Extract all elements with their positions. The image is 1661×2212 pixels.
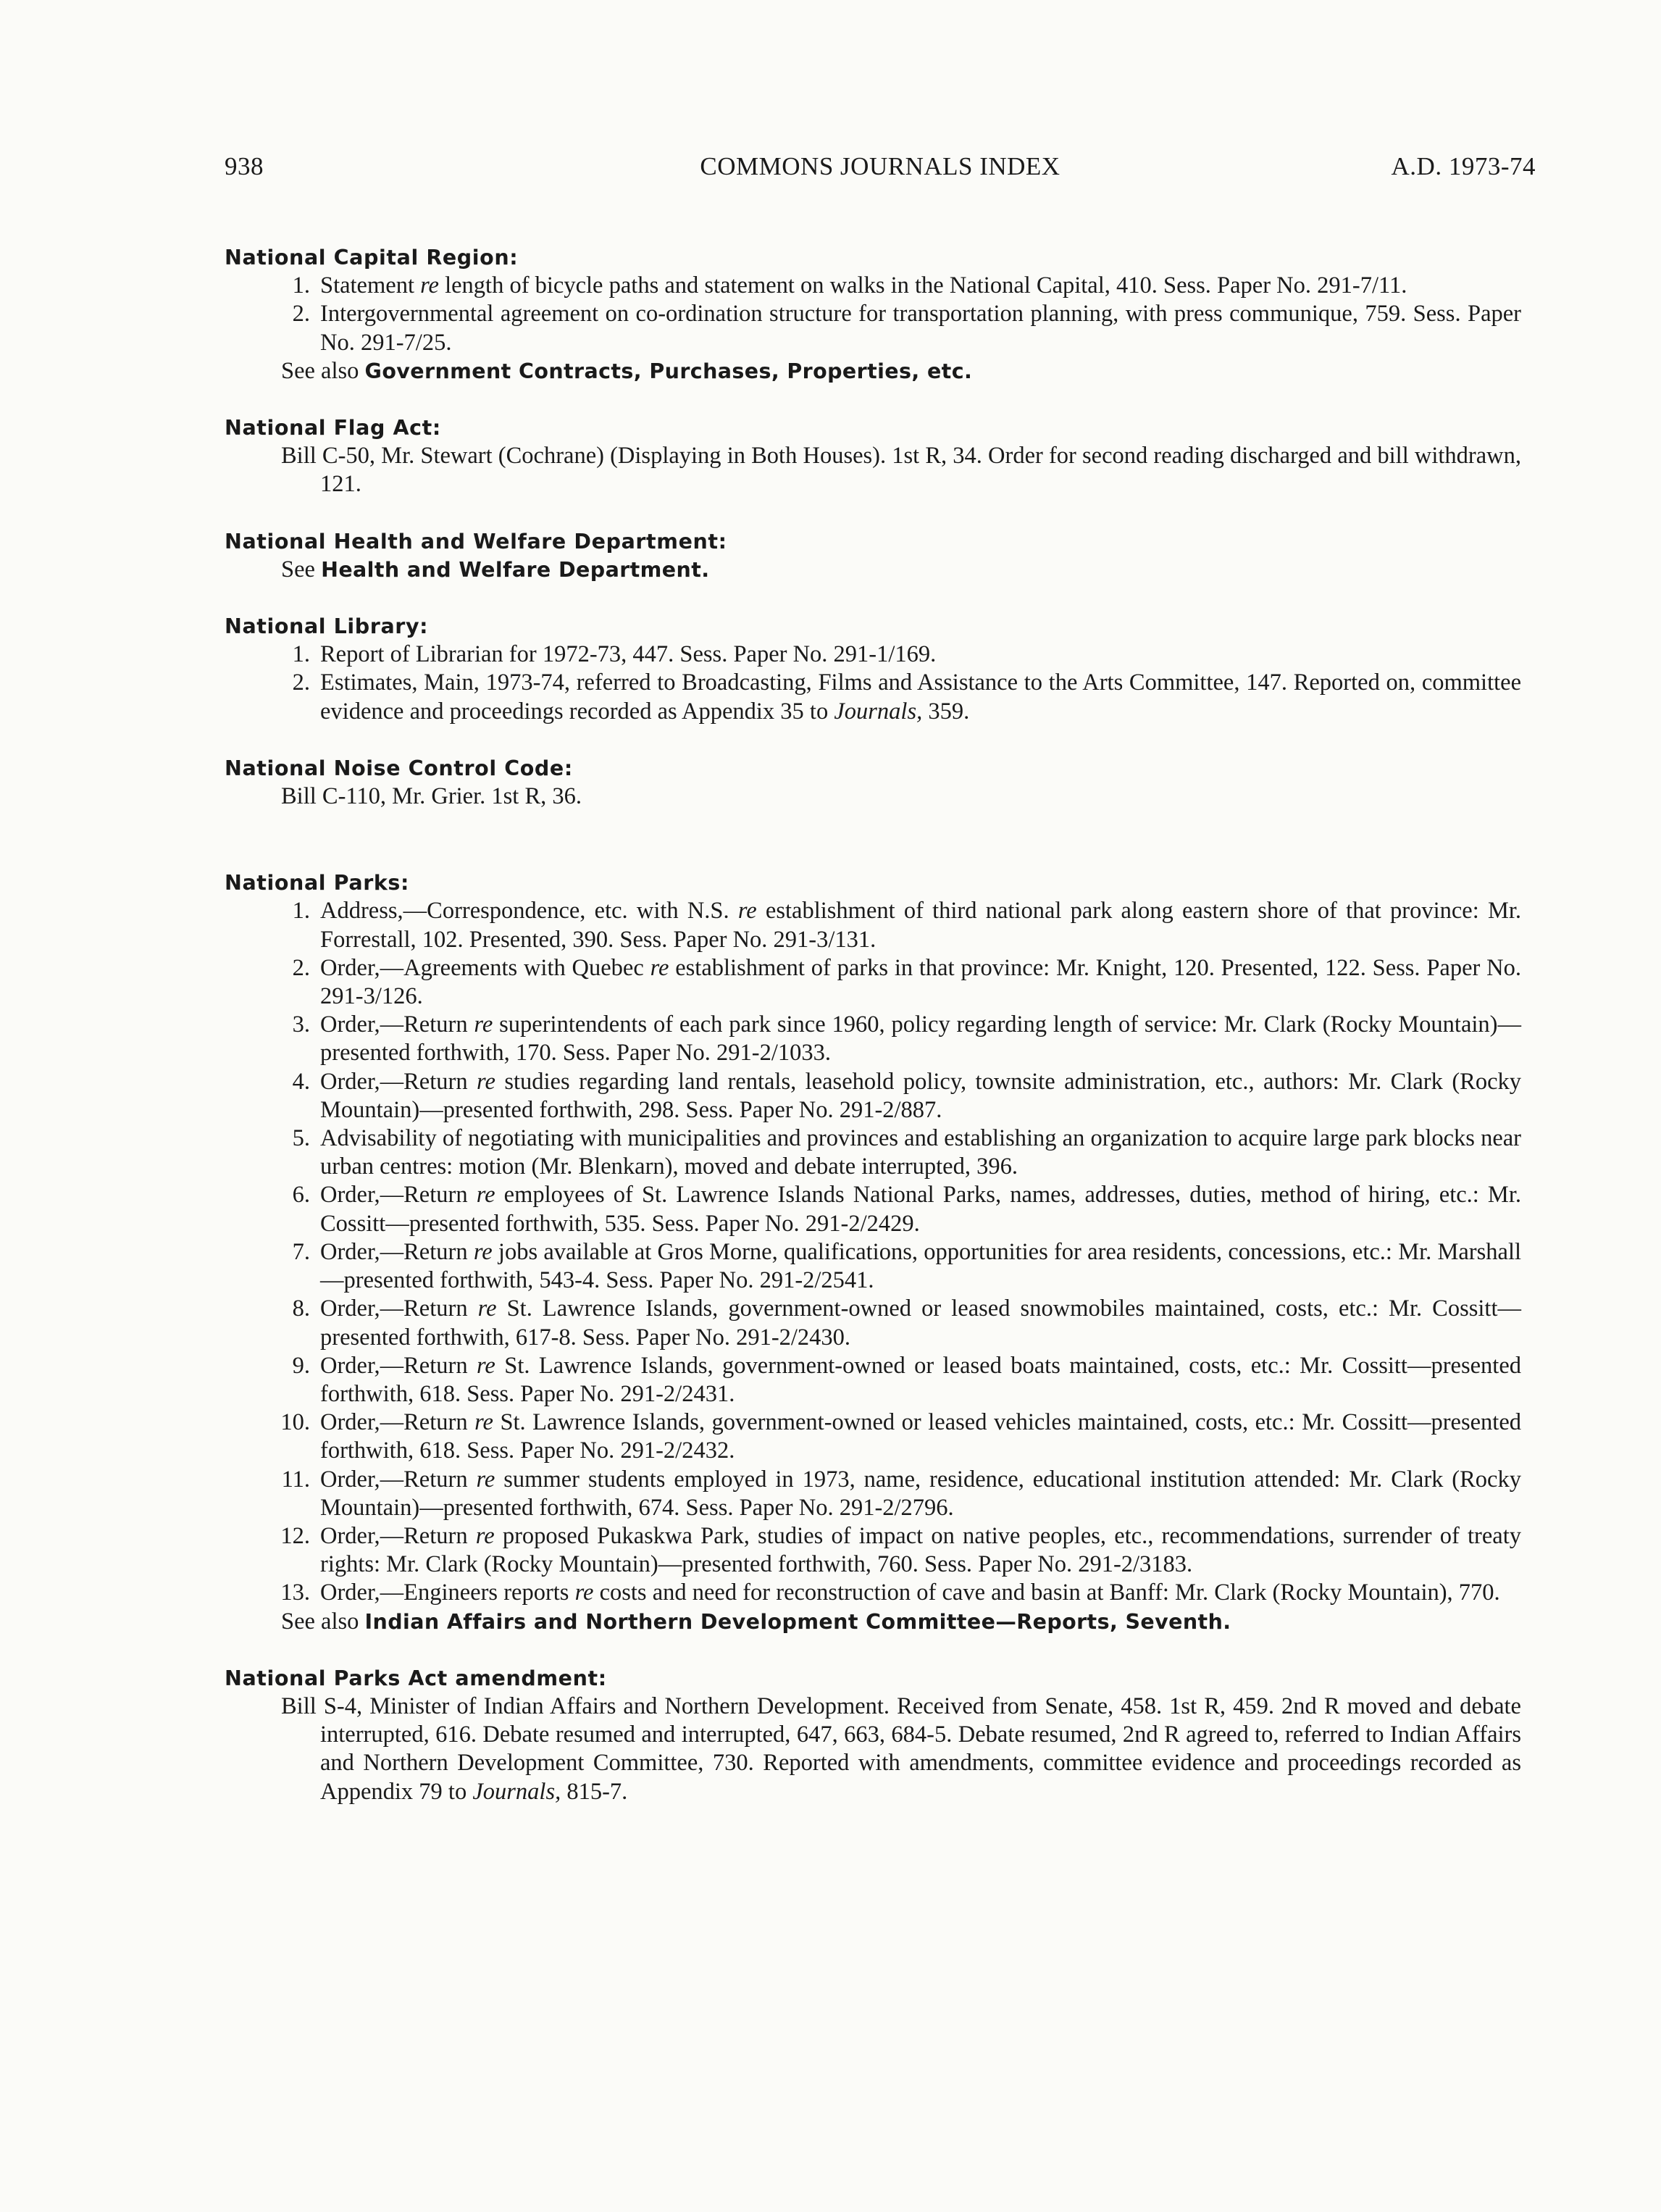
list-item: 6. Order,—Return re employees of St. Lawrence Islands National Parks, names, addresses, duties, method of hiring, etc.: Mr. Cossitt—presented forthwith, 535. Sess. Paper No. 291-2/2429. bbox=[225, 1181, 1521, 1238]
item-number: 13. bbox=[280, 1579, 310, 1606]
item-number: 1. bbox=[292, 898, 310, 925]
item-number: 10. bbox=[280, 1409, 310, 1436]
list-item: 1. Statement re length of bicycle paths and statement on walks in the National Capital, 410. Sess. Paper No. 291-7/11. bbox=[225, 272, 1521, 300]
entry-national-health-welfare bbox=[225, 527, 1521, 584]
entry-heading: National Flag Act: bbox=[225, 416, 441, 441]
see-also-reference: See also Government Contracts, Purchases, Properties, etc. bbox=[281, 357, 973, 384]
list-item: 1. Report of Librarian for 1972-73, 447. Sess. Paper No. 291-1/169. bbox=[225, 640, 1521, 669]
see-reference: See Health and Welfare Department. bbox=[281, 556, 710, 583]
parks-item-list bbox=[225, 897, 1521, 1607]
entry-national-library bbox=[225, 612, 1521, 726]
entry-heading: National Parks Act amendment: bbox=[225, 1666, 607, 1690]
item-number: 11. bbox=[281, 1466, 310, 1493]
item-number: 2. bbox=[292, 954, 310, 981]
item-number: 7. bbox=[292, 1238, 310, 1265]
item-number: 5. bbox=[292, 1125, 310, 1152]
item-number: 1. bbox=[292, 641, 310, 668]
list-item: 8. Order,—Return re St. Lawrence Islands, government-owned or leased snowmobiles maintained, costs, etc.: Mr. Cossitt—presented forthwith, 617-8. Sess. Paper No. 291-2/2430. bbox=[225, 1295, 1521, 1351]
item-number: 2. bbox=[292, 669, 310, 696]
cross-reference: Indian Affairs and Northern Development Committee—Reports, Seventh. bbox=[364, 1609, 1231, 1634]
list-item: 10. Order,—Return re St. Lawrence Islands, government-owned or leased vehicles maintained, costs, etc.: Mr. Cossitt—presented forthwith, 618. Sess. Paper No. 291-2/2432. bbox=[225, 1408, 1521, 1465]
see-also-reference: See also Indian Affairs and Northern Development Committee—Reports, Seventh. bbox=[281, 1608, 1231, 1635]
item-number: 1. bbox=[292, 272, 310, 299]
item-number: 3. bbox=[292, 1011, 310, 1038]
bill-text: Bill S-4, Minister of Indian Affairs and Northern Development. Received from Senate, 458. 1st R, 459. 2nd R moved and debate interrupted, 616. Debate resumed and interrupted, 647, 663, 684-5. Debate resumed, 2nd R agreed to, referred to Indian Affairs and Northern Development Committee, 730. Reported with amendments, committee evidence and proceedings recorded as Appendix 79 to Journals, 815-7. bbox=[281, 1693, 1521, 1805]
item-number: 12. bbox=[280, 1522, 310, 1549]
entry-heading: National Parks: bbox=[225, 871, 409, 896]
entry-national-noise-control-code bbox=[225, 754, 1521, 811]
list-item: 1. Address,—Correspondence, etc. with N.S. re establishment of third national park along eastern shore of that province: Mr. Forrestall, 102. Presented, 390. Sess. Paper No. 291-3/131. bbox=[225, 897, 1521, 953]
bill-text: Bill C-50, Mr. Stewart (Cochrane) (Displaying in Both Houses). 1st R, 34. Order for second reading discharged and bill withdrawn, 121. bbox=[281, 443, 1521, 498]
list-item: 12. Order,—Return re proposed Pukaskwa Park, studies of impact on native peoples, etc., recommendations, surrender of treaty rights: Mr. Clark (Rocky Mountain)—presented forthwith, 760. Sess. Paper No. 291-2/3183. bbox=[225, 1522, 1521, 1579]
cross-reference: Health and Welfare Department. bbox=[321, 557, 710, 582]
year-range: A.D. 1973-74 bbox=[1391, 152, 1536, 180]
entry-heading: National Noise Control Code: bbox=[225, 756, 573, 780]
list-item: 2. Intergovernmental agreement on co-ordination structure for transportation planning, with press communique, 759. Sess. Paper No. 291-7/25. bbox=[225, 300, 1521, 356]
item-number: 6. bbox=[292, 1182, 310, 1209]
list-item: 2. Estimates, Main, 1973-74, referred to Broadcasting, Films and Assistance to the Arts Committee, 147. Reported on, committee evidence and proceedings recorded as Appendix 35 to Journals, 359. bbox=[225, 669, 1521, 725]
list-item: 5. Advisability of negotiating with municipalities and provinces and establishing an organization to acquire large park blocks near urban centres: motion (Mr. Blenkarn), moved and debate interrupted, 396. bbox=[225, 1124, 1521, 1181]
entry-national-parks-act-amendment bbox=[225, 1664, 1521, 1806]
entry-national-parks bbox=[225, 869, 1521, 1635]
page-number: 938 bbox=[225, 152, 264, 180]
entry-national-flag-act bbox=[225, 414, 1521, 499]
list-item: 11. Order,—Return re summer students employed in 1973, name, residence, educational institution attended: Mr. Clark (Rocky Mountain)—presented forthwith, 674. Sess. Paper No. 291-2/2796. bbox=[225, 1466, 1521, 1522]
list-item: 4. Order,—Return re studies regarding land rentals, leasehold policy, townsite administration, etc., authors: Mr. Clark (Rocky Mountain)—presented forthwith, 298. Sess. Paper No. 291-2/887. bbox=[225, 1068, 1521, 1124]
entry-national-capital-region bbox=[225, 243, 1521, 385]
index-entries bbox=[225, 243, 1521, 1806]
item-number: 2. bbox=[292, 301, 310, 327]
entry-heading: National Health and Welfare Department: bbox=[225, 529, 727, 554]
list-item: 2. Order,—Agreements with Quebec re establishment of parks in that province: Mr. Knight, 120. Presented, 122. Sess. Paper No. 291-3/126. bbox=[225, 954, 1521, 1011]
item-number: 8. bbox=[292, 1295, 310, 1322]
entry-heading: National Library: bbox=[225, 614, 429, 639]
list-item: 13. Order,—Engineers reports re costs and need for reconstruction of cave and basin at Banff: Mr. Clark (Rocky Mountain), 770. bbox=[225, 1579, 1521, 1607]
entry-heading: National Capital Region: bbox=[225, 246, 519, 270]
journal-title: COMMONS JOURNALS INDEX bbox=[700, 152, 1060, 180]
list-item: 7. Order,—Return re jobs available at Gros Morne, qualifications, opportunities for area residents, concessions, etc.: Mr. Marshall—presented forthwith, 543-4. Sess. Paper No. 291-2/2541. bbox=[225, 1238, 1521, 1295]
running-head bbox=[225, 149, 1536, 184]
list-item: 9. Order,—Return re St. Lawrence Islands, government-owned or leased boats maintained, costs, etc.: Mr. Cossitt—presented forthwith, 618. Sess. Paper No. 291-2/2431. bbox=[225, 1352, 1521, 1408]
item-number: 9. bbox=[292, 1352, 310, 1379]
list-item: 3. Order,—Return re superintendents of each park since 1960, policy regarding length of service: Mr. Clark (Rocky Mountain)—presented forthwith, 170. Sess. Paper No. 291-2/1033. bbox=[225, 1011, 1521, 1067]
item-number: 4. bbox=[292, 1068, 310, 1095]
bill-text: Bill C-110, Mr. Grier. 1st R, 36. bbox=[281, 783, 582, 810]
cross-reference: Government Contracts, Purchases, Properties, etc. bbox=[364, 359, 973, 383]
